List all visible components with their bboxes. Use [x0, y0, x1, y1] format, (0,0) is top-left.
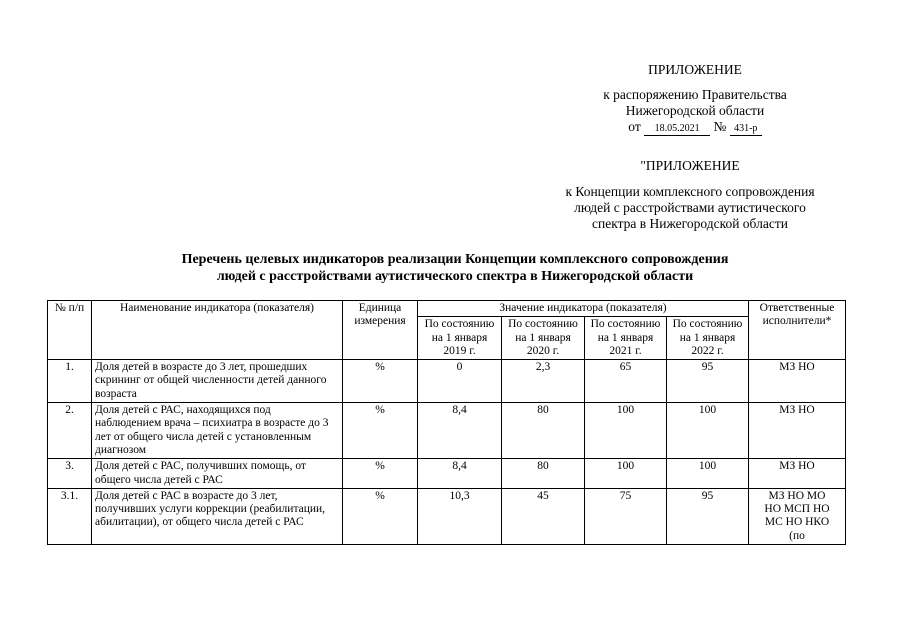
row-num: 2.	[48, 403, 92, 459]
approval-date-line	[560, 119, 830, 136]
approval-line1: к распоряжению Правительства	[603, 87, 787, 102]
row-responsible: МЗ НО	[749, 459, 846, 489]
row-value-2020: 80	[502, 403, 585, 459]
row-name: Доля детей с РАС, находящихся под наблюдением врача – психиатра в возрасте до 3 лет от общего числа детей с установленным диагнозом	[92, 403, 343, 459]
header-name: Наименование индикатора (показателя)	[92, 301, 343, 360]
row-unit: %	[343, 360, 418, 403]
header-value: Значение индикатора (показателя)	[418, 301, 749, 317]
annex-title: "ПРИЛОЖЕНИЕ	[640, 158, 740, 173]
approval-from-label: от	[628, 119, 641, 134]
row-name: Доля детей в возрасте до 3 лет, прошедших скрининг от общей численности детей данного возраста	[92, 360, 343, 403]
row-responsible: МЗ НО	[749, 403, 846, 459]
annex-line1: к Концепции комплексного сопровождения	[565, 184, 815, 199]
document-title-line1: Перечень целевых индикаторов реализации Концепции комплексного сопровождения	[181, 252, 729, 267]
row-unit: %	[343, 403, 418, 459]
row-value-2019: 8,4	[418, 459, 502, 489]
row-unit: %	[343, 459, 418, 489]
row-name: Доля детей с РАС в возрасте до 3 лет, получивших услуги коррекции (реабилитации, абилитации), от общего числа детей с РАС	[92, 488, 343, 544]
row-value-2019: 0	[418, 360, 502, 403]
row-unit: %	[343, 488, 418, 544]
row-responsible: МЗ НО	[749, 360, 846, 403]
row-name: Доля детей с РАС, получивших помощь, от общего числа детей с РАС	[92, 459, 343, 489]
row-value-2021: 75	[585, 488, 667, 544]
header-num: № п/п	[48, 301, 92, 360]
row-value-2021: 65	[585, 360, 667, 403]
table-row	[48, 403, 846, 459]
row-value-2019: 10,3	[418, 488, 502, 544]
table-row	[48, 360, 846, 403]
row-value-2019: 8,4	[418, 403, 502, 459]
row-num: 3.1.	[48, 488, 92, 544]
row-responsible: МЗ НО МО НО МСП НО МС НО НКО (по	[749, 488, 846, 544]
approval-line2: Нижегородской области	[625, 103, 765, 118]
approval-no-label: №	[713, 119, 727, 134]
row-value-2020: 80	[502, 459, 585, 489]
row-value-2022: 95	[667, 360, 749, 403]
row-value-2022: 95	[667, 488, 749, 544]
row-value-2020: 45	[502, 488, 585, 544]
page-cutoff	[0, 584, 905, 640]
header-year-2019: По состоянию на 1 января 2019 г.	[418, 317, 502, 360]
approval-number: 431-р	[730, 123, 762, 136]
header-year-2020: По состоянию на 1 января 2020 г.	[502, 317, 585, 360]
row-num: 1.	[48, 360, 92, 403]
header-unit: Единица измерения	[343, 301, 418, 360]
table-row	[48, 459, 846, 489]
row-num: 3.	[48, 459, 92, 489]
document-title-line2: людей с расстройствами аутистического спектра в Нижегородской области	[216, 269, 694, 284]
document-title	[60, 251, 850, 285]
annex-line3: спектра в Нижегородской области	[592, 216, 788, 231]
row-value-2021: 100	[585, 459, 667, 489]
table-header-row	[48, 301, 846, 317]
row-value-2022: 100	[667, 459, 749, 489]
annex-block	[540, 158, 840, 232]
approval-block	[560, 62, 830, 136]
row-value-2022: 100	[667, 403, 749, 459]
table-row	[48, 488, 846, 544]
indicators-table	[47, 300, 846, 545]
annex-line2: людей с расстройствами аутистического	[574, 200, 806, 215]
header-year-2022: По состоянию на 1 января 2022 г.	[667, 317, 749, 360]
header-year-2021: По состоянию на 1 января 2021 г.	[585, 317, 667, 360]
approval-date: 18.05.2021	[644, 123, 710, 136]
header-responsible: Ответственные исполнители*	[749, 301, 846, 360]
approval-title: ПРИЛОЖЕНИЕ	[648, 62, 742, 77]
row-value-2020: 2,3	[502, 360, 585, 403]
row-value-2021: 100	[585, 403, 667, 459]
